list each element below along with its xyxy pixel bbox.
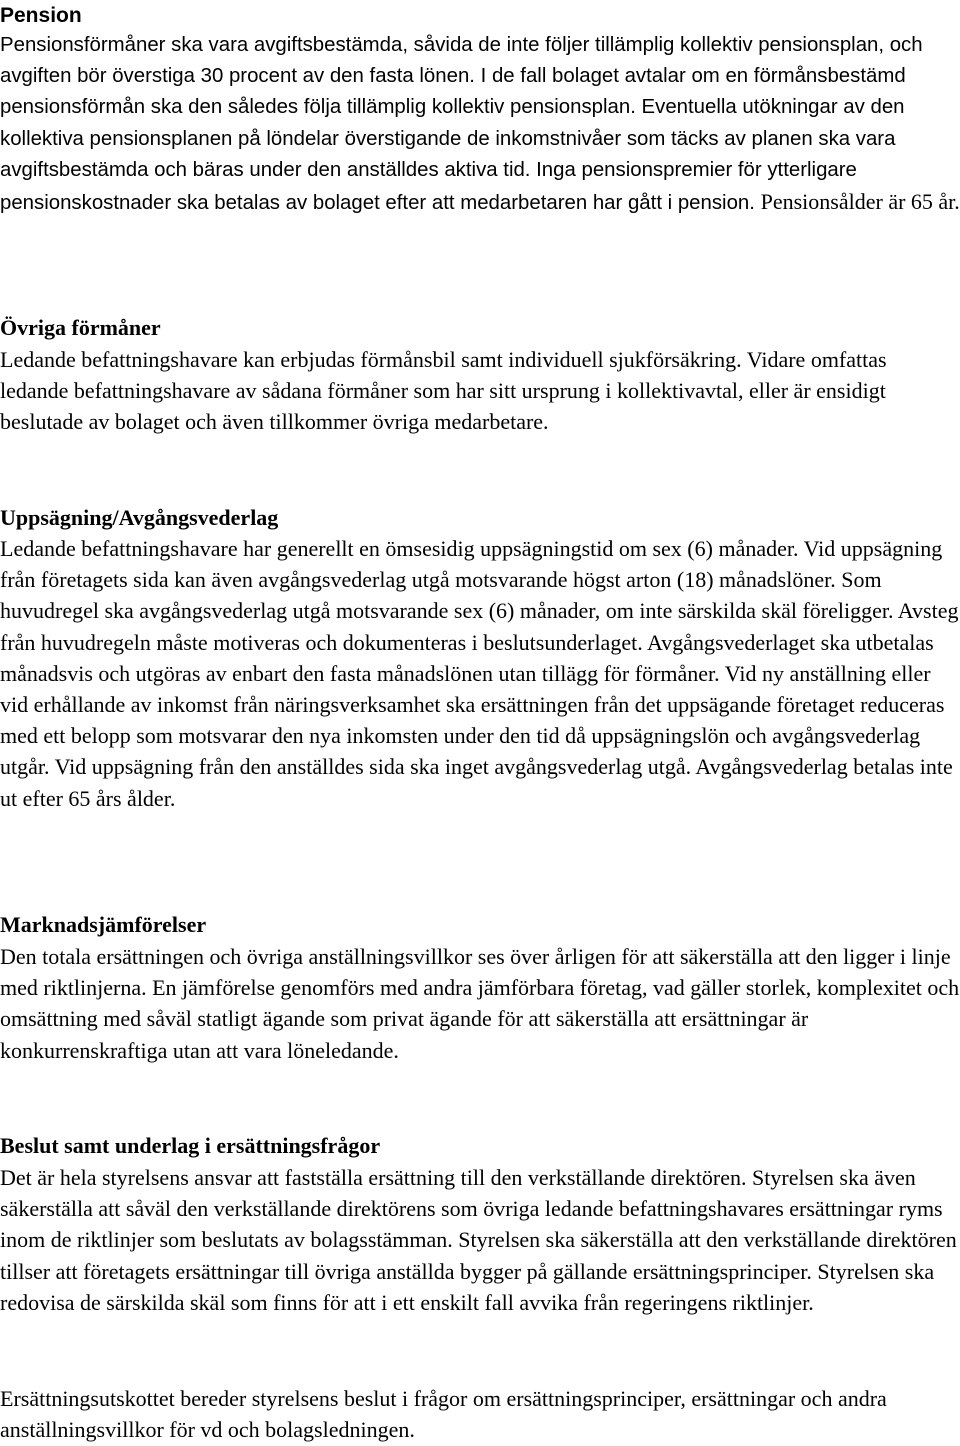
- section-text-ovriga-formaner: Ledande befattningshavare kan erbjudas förmånsbil samt individuell sjukförsäkring. Vidare omfattas ledande befattningshavare av sådana förmåner som har sitt ursprung i kollektivavtal, eller är ensidigt beslutade av bolaget och även tillkommer övriga medarbetare.: [0, 347, 887, 435]
- section-heading-beslut: Beslut samt underlag i ersättningsfrågor: [0, 1133, 381, 1158]
- section-text-ersattningsutskottet: Ersättningsutskottet bereder styrelsens beslut i frågor om ersättningsprinciper, ersättningar och andra anställningsvillkor för vd och bolagsledningen.: [0, 1386, 887, 1443]
- section-heading-marknadsjamforelser: Marknadsjämförelser: [0, 912, 207, 937]
- pension-text-main: Pensionsförmåner ska vara avgiftsbestämda, såvida de inte följer tillämplig kollektiv pensionsplan, och avgiften bör överstiga 30 procent av den fasta lönen. I de fall bolaget avtalar om en förmånsbestämd pensionsförmån ska den således följa tillämplig kollektiv pensionsplan. Eventuella utökningar av den kollektiva pensionsplanen på löndelar överstigande de inkomstnivåer som täcks av planen ska vara avgiftsbestämda och bäras under den anställdes aktiva tid. Inga pensionspremier för ytterligare pensionskostnader ska betalas av bolaget efter att medarbetaren har gått i pension.: [0, 34, 923, 215]
- section-heading-uppsagning: Uppsägning/Avgångsvederlag: [0, 505, 279, 530]
- section-text-beslut: Det är hela styrelsens ansvar att fastställa ersättning till den verkställande direktören. Styrelsen ska även säkerställa att såväl den verkställande direktörens som övriga ledande befattningshavares ersättningar ryms inom de riktlinjer som beslutats av bolagsstämman. Styrelsen ska säkerställa att den verkställande direktören tillser att företagets ersättningar till övriga anställda bygger på gällande ersättningsprinciper. Styrelsen ska redovisa de särskilda skäl som finns för att i ett enskilt fall avvika från regeringens riktlinjer.: [0, 1165, 957, 1315]
- section-text-pension: [0, 30, 960, 219]
- section-text-marknadsjamforelser: Den totala ersättningen och övriga anställningsvillkor ses över årligen för att säkerställa att den ligger i linje med riktlinjerna. En jämförelse genomförs med andra jämförbara företag, vad gäller storlek, komplexitet och omsättning med såväl statligt ägande som privat ägande för att säkerställa att ersättningar är konkurrenskraftiga utan att vara löneledande.: [0, 944, 960, 1063]
- section-text-uppsagning: Ledande befattningshavare har generellt en ömsesidig uppsägningstid om sex (6) månader. Vid uppsägning från företagets sida kan även avgångsvederlag utgå motsvarande högst arton (18) månadslöner. Som huvudregel ska avgångsvederlag utgå motsvarande sex (6) månader, om inte särskilda skäl föreligger. Avsteg från huvudregeln måste motiveras och dokumenteras i beslutsunderlaget. Avgångsvederlaget ska utbetalas månadsvis och utgöras av enbart den fasta månadslönen utan tillägg för förmåner. Vid ny anställning eller vid erhållande av inkomst från näringsverksamhet ska ersättningen från det uppsägande företaget reduceras med ett belopp som motsvarar den nya inkomsten under den tid då uppsägningslön och avgångsvederlag utgår. Vid uppsägning från den anställdes sida ska inget avgångsvederlag utgå. Avgångsvederlag betalas inte ut efter 65 års ålder.: [0, 536, 959, 811]
- pension-age-text: Pensionsålder är 65 år.: [760, 189, 960, 215]
- section-heading-ovriga-formaner: Övriga förmåner: [0, 315, 161, 340]
- section-heading-pension: Pension: [0, 4, 82, 27]
